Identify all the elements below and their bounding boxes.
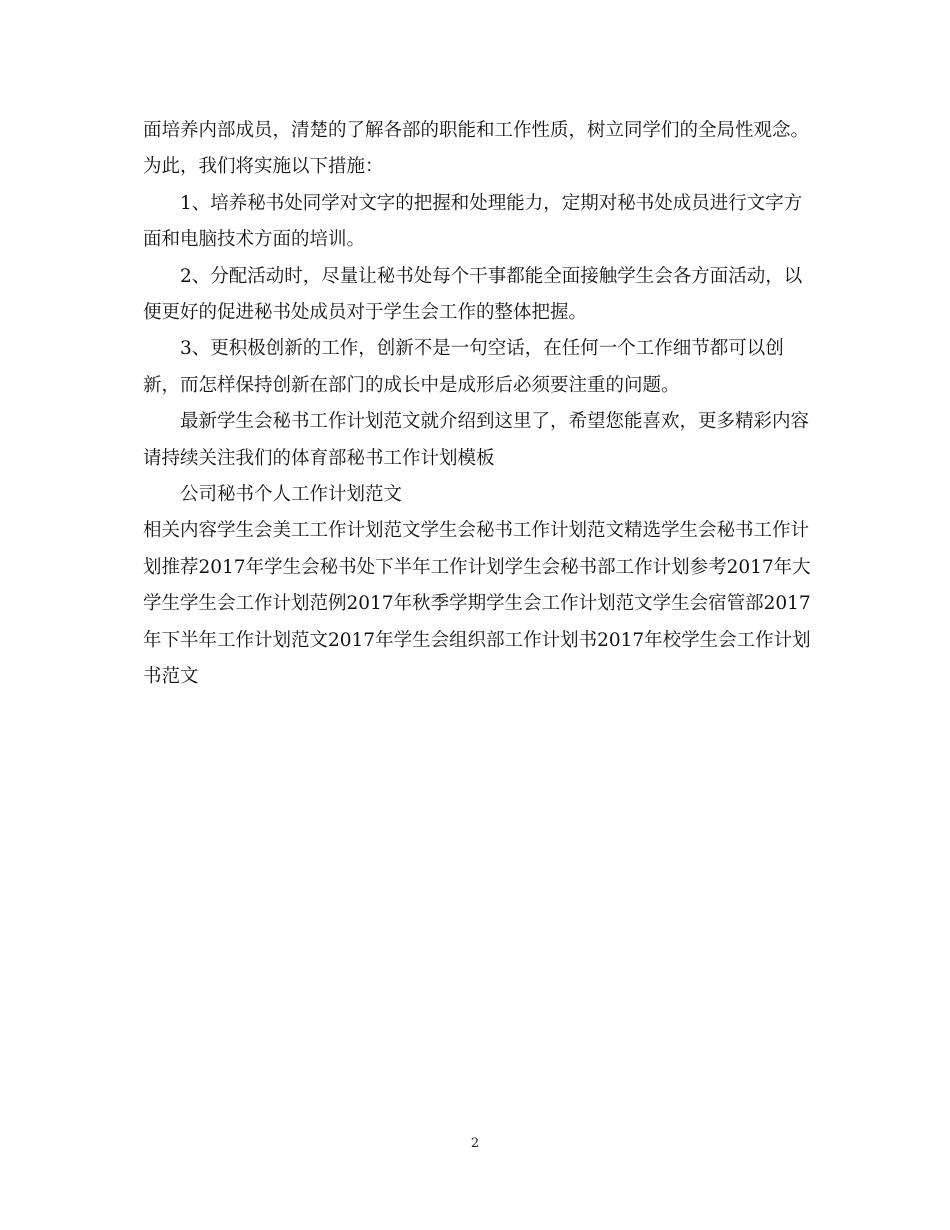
page-number: 2 [470, 1136, 480, 1151]
paragraph-measure-2: 2、分配活动时，尽量让秘书处每个干事都能全面接触学生会各方面活动，以便更好的促进秘书处成员对于学生会工作的整体把握。 [143, 265, 803, 324]
paragraph-related-content: 相关内容学生会美工工作计划范文学生会秘书工作计划范文精选学生会秘书工作计划推荐2017年学生会秘书处下半年工作计划学生会秘书部工作计划参考2017年大学生学生会工作计划范例2017年秋季学期学生会工作计划范文学生会宿管部2017年下半年工作计划范文2017年学生会组织部工作计划书2017年校学生会工作计划书范文 [143, 520, 811, 688]
document-body [143, 113, 811, 696]
paragraph-related-title: 公司秘书个人工作计划范文 [180, 484, 403, 506]
paragraph-measure-3: 3、更积极创新的工作，创新不是一句空话，在任何一个工作细节都可以创新，而怎样保持创新在部门的成长中是成形后必须要注重的问题。 [143, 338, 784, 396]
paragraph-continuation: 面培养内部成员，清楚的了解各部的职能和工作性质，树立同学们的全局性观念。为此，我们将实施以下措施： [143, 120, 810, 178]
paragraph-measure-1: 1、培养秘书处同学对文字的把握和处理能力，定期对秘书处成员进行文字方面和电脑技术方面的培训。 [143, 192, 803, 251]
paragraph-closing: 最新学生会秘书工作计划范文就介绍到这里了，希望您能喜欢，更多精彩内容请持续关注我们的体育部秘书工作计划模板 [143, 411, 810, 469]
